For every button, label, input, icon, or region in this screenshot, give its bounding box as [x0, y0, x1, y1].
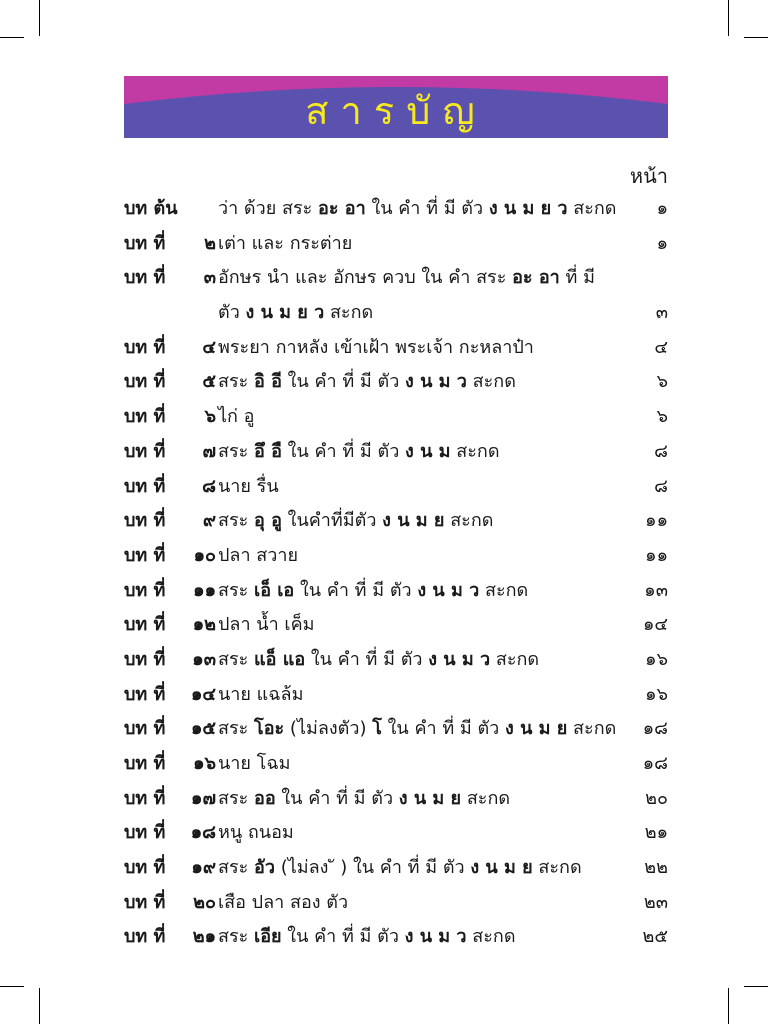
crop-mark: [744, 37, 768, 38]
chapter-title-bold-part: ง น ม ว: [404, 926, 467, 948]
chapter-title: [218, 296, 373, 331]
toc-entry: [124, 539, 668, 574]
chapter-label: บท ที่: [124, 371, 166, 393]
chapter-number: ๓: [203, 267, 216, 289]
chapter-title-part: ปลา น้ำ เค็ม: [218, 614, 315, 636]
chapter-title: [218, 435, 500, 470]
chapter-label: บท ที่: [124, 683, 166, 705]
chapter-title-bold-part: ง น ม ว: [417, 579, 480, 601]
chapter-label: บท ที่: [124, 857, 166, 879]
chapter-title: [218, 782, 510, 817]
chapter-title-part: สระ: [218, 510, 255, 532]
page-number: ๑๘: [642, 718, 668, 740]
chapter-number: ๖: [204, 406, 216, 428]
chapter-title-part: สะกด: [567, 198, 617, 219]
chapter-title-part: สระ: [218, 440, 255, 462]
chapter-label: บท ที่: [124, 753, 166, 774]
chapter-title-part: สระ: [218, 926, 255, 948]
chapter-label: บท ที่: [124, 406, 166, 428]
page-number: ๑๑: [645, 510, 668, 532]
chapter-title-part: ใน คำ ที่ มี ตัว: [381, 718, 506, 740]
chapter-title-bold-part: ง น ม ย: [470, 857, 533, 879]
chapter-title-part: ปลา สวาย: [218, 544, 299, 566]
chapter-title-part: นาย แฉล้ม: [218, 683, 304, 705]
chapter-title-part: ใน คำ ที่ มี ตัว: [275, 787, 399, 809]
page-number: ๒๕: [642, 926, 668, 948]
toc-entry: [124, 470, 668, 505]
page-number: ๑๔: [642, 614, 668, 636]
page-number: ๑๘: [642, 753, 668, 774]
chapter-title: [218, 712, 616, 747]
chapter-title-part: สระ: [218, 579, 255, 601]
chapter-title-part: สะกด: [444, 510, 494, 532]
chapter-title-bold-part: ง น ม ย: [398, 787, 462, 809]
chapter-title-part: (ไม่ลง ั ) ใน คำ ที่ มี ตัว: [274, 857, 471, 879]
chapter-label: บท ที่: [124, 232, 166, 254]
chapter-title-bold-part: อัว: [254, 857, 275, 879]
page-number: ๑๖: [645, 683, 668, 705]
chapter-title-part: สะกด: [532, 857, 582, 879]
page-number: ๑๖: [645, 648, 668, 670]
chapter-number: ๑๑: [193, 579, 216, 601]
chapter-number: ๒๑: [192, 926, 216, 948]
chapter-label: บท ที่: [124, 718, 166, 740]
chapter-title-part: สระ: [218, 857, 255, 879]
toc-entry: [124, 678, 668, 713]
toc-entry: [124, 886, 668, 921]
chapter-title-part: ว่า ด้วย สระ: [218, 198, 319, 219]
chapter-label: บท ที่: [124, 787, 166, 809]
chapter-title: [218, 504, 493, 539]
chapter-title-part: ไก่ อู: [218, 406, 255, 428]
crop-mark: [0, 986, 24, 987]
chapter-title-bold-part: อะ อา: [318, 198, 366, 219]
toc-entry: [124, 608, 668, 643]
chapter-title: [218, 192, 616, 227]
crop-mark: [39, 0, 40, 36]
chapter-title: [218, 470, 279, 505]
chapter-label: บท ที่: [124, 267, 166, 289]
chapter-title-part: พระยา กาหลัง เข้าเฝ้า พระเจ้า กะหลาป๋า: [218, 336, 534, 358]
chapter-number: ๑๕: [190, 718, 216, 740]
toc-entry: [124, 747, 668, 782]
chapter-title: [218, 261, 595, 296]
page-number: ๖: [656, 371, 668, 393]
toc-entry: [124, 331, 668, 366]
chapter-title-part: ใน คำ ที่ มี ตัว: [281, 926, 405, 948]
chapter-title-part: หนู ถนอม: [218, 822, 294, 844]
chapter-title-bold-part: แอ็ แอ: [254, 648, 306, 670]
chapter-title-bold-part: ง น ม ว: [405, 371, 467, 393]
page-number: ๔: [654, 336, 668, 358]
chapter-number: ๔: [202, 336, 216, 358]
chapter-title-part: เสือ ปลา สอง ตัว: [218, 891, 349, 913]
toc-entry: [124, 816, 668, 851]
chapter-title: [218, 608, 314, 643]
chapter-title-bold-part: ง น ม: [405, 440, 451, 462]
chapter-title-part: สะกด: [461, 787, 511, 809]
toc-entry: [124, 192, 668, 227]
chapter-label: บท ที่: [124, 648, 166, 670]
chapter-title-part: สระ: [218, 718, 255, 740]
chapter-title-part: เต่า และ กระต่าย: [218, 232, 353, 254]
chapter-number: ๑๗: [191, 787, 216, 809]
chapter-number: ๑๓: [192, 648, 216, 670]
chapter-title: [218, 539, 298, 574]
chapter-title-bold-part: อะ อา: [512, 267, 560, 289]
chapter-title-part: สระ: [218, 648, 255, 670]
chapter-number: ๑๔: [190, 683, 216, 705]
chapter-number: ๑๒: [192, 614, 216, 636]
chapter-title-bold-part: อุ อู: [254, 510, 282, 532]
chapter-number: ๑๙: [191, 857, 216, 879]
chapter-title-part: ใน คำ ที่ มี ตัว: [281, 371, 406, 393]
chapter-title-bold-part: อิ อี: [254, 371, 282, 393]
chapter-title-part: ที่ มี: [559, 267, 595, 289]
chapter-label: บท ที่: [124, 475, 166, 497]
page-title: สารบัญ: [305, 89, 487, 133]
page-number: ๒๑: [644, 822, 668, 844]
chapter-title-part: ใน คำ ที่ มี ตัว: [305, 648, 429, 670]
toc-entry: [124, 365, 668, 400]
chapter-label: บท ที่: [124, 822, 166, 844]
chapter-title-bold-part: อึ อื: [254, 440, 282, 462]
chapter-title: [218, 886, 348, 921]
chapter-label: บท ที่: [124, 440, 166, 462]
toc-entry: [124, 435, 668, 470]
chapter-label: บท ที่: [124, 579, 166, 601]
page-number: ๑๑: [645, 544, 668, 566]
chapter-title-part: ใน คำ ที่ มี ตัว: [294, 579, 418, 601]
page-number: ๒๓: [643, 891, 668, 913]
chapter-title: [218, 851, 582, 886]
toc-entry: [124, 782, 668, 817]
chapter-number: ๙: [202, 510, 216, 532]
chapter-title: [218, 920, 516, 955]
chapter-title-part: สะกด: [490, 648, 540, 670]
chapter-title-part: (ไม่ลงตัว): [284, 718, 373, 740]
page-column-label: หน้า: [629, 164, 668, 188]
chapter-title-part: สระ: [218, 371, 255, 393]
heading-banner: [124, 76, 668, 138]
page-number: ๒๒: [644, 857, 668, 879]
chapter-title-bold-part: ง น ม ย: [382, 510, 445, 532]
toc-entry: [124, 920, 668, 955]
chapter-title-bold-part: เอ็ เอ: [254, 579, 295, 601]
page-number: ๑๓: [644, 579, 668, 601]
toc-entry: [124, 261, 668, 296]
chapter-title-part: สะกด: [466, 926, 516, 948]
chapter-label: บท ที่: [124, 510, 166, 532]
chapter-title-part: สะกด: [479, 579, 529, 601]
chapter-title-bold-part: ง น ม ว: [428, 648, 491, 670]
chapter-title-part: สะกด: [450, 440, 500, 462]
page-number: ๘: [654, 440, 668, 462]
chapter-title-bold-part: ออ: [254, 787, 276, 809]
page-number: ๒๐: [645, 787, 668, 809]
chapter-title-part: สะกด: [324, 302, 374, 324]
chapter-title-bold-part: ง น ม ย: [505, 718, 568, 740]
page-number: ๖: [656, 406, 668, 428]
toc-entry: [124, 227, 668, 262]
chapter-title-part: นาย รื่น: [218, 475, 279, 497]
chapter-number: ๑๐: [193, 544, 216, 566]
toc-entry: [124, 643, 668, 678]
chapter-title: [218, 678, 303, 713]
chapter-number: ๒: [204, 232, 216, 254]
crop-mark: [744, 986, 768, 987]
chapter-title-part: สะกด: [466, 371, 516, 393]
page-number: ๑: [656, 198, 668, 219]
chapter-label: บท ที่: [124, 544, 166, 566]
toc-entry: [124, 296, 668, 331]
chapter-title-bold-part: โ: [372, 718, 382, 740]
toc-entry: [124, 400, 668, 435]
chapter-title-part: สระ: [218, 787, 255, 809]
chapter-title-part: ตัว: [218, 302, 246, 324]
chapter-number: ๘: [202, 475, 216, 497]
chapter-title-part: ใน คำ ที่ มี ตัว: [365, 198, 489, 219]
chapter-title: [218, 365, 516, 400]
chapter-number: ๒๐: [193, 891, 216, 913]
chapter-label: บท ที่: [124, 891, 166, 913]
chapter-number: ๕: [202, 371, 216, 393]
page-number: ๓: [655, 302, 668, 324]
chapter-title: [218, 747, 290, 782]
chapter-title-bold-part: เอีย: [254, 926, 282, 948]
chapter-title-bold-part: ง น ม ย ว: [488, 198, 568, 219]
chapter-title-part: อักษร นำ และ อักษร ควบ ใน คำ สระ: [218, 267, 513, 289]
chapter-label: บท ที่: [124, 926, 166, 948]
chapter-label: บท ที่: [124, 336, 166, 358]
chapter-title: [218, 816, 294, 851]
crop-mark: [728, 0, 729, 36]
chapter-title: [218, 643, 539, 678]
toc-entry: [124, 504, 668, 539]
chapter-title-part: สะกด: [567, 718, 617, 740]
crop-mark: [0, 37, 24, 38]
chapter-title: [218, 574, 528, 609]
chapter-label: บท ที่: [124, 614, 166, 636]
chapter-title-part: ในคำที่มีตัว: [281, 510, 383, 532]
chapter-number: ๑๘: [190, 822, 216, 844]
crop-mark: [728, 988, 729, 1024]
chapter-title: [218, 227, 352, 262]
chapter-number: ๑๖: [193, 753, 216, 774]
chapter-title-part: นาย โฉม: [218, 753, 291, 774]
table-of-contents: [124, 192, 668, 955]
toc-entry: [124, 712, 668, 747]
toc-entry: [124, 574, 668, 609]
chapter-title-bold-part: ง น ม ย ว: [245, 302, 325, 324]
page-number: ๑: [656, 232, 668, 254]
page-number: ๘: [654, 475, 668, 497]
chapter-title: [218, 400, 254, 435]
toc-entry: [124, 851, 668, 886]
crop-mark: [39, 988, 40, 1024]
chapter-title-bold-part: โอะ: [254, 718, 285, 740]
chapter-title-part: ใน คำ ที่ มี ตัว: [281, 440, 406, 462]
chapter-number: ๗: [202, 440, 216, 462]
chapter-title: [218, 331, 534, 366]
chapter-label: บท ต้น: [124, 198, 178, 219]
